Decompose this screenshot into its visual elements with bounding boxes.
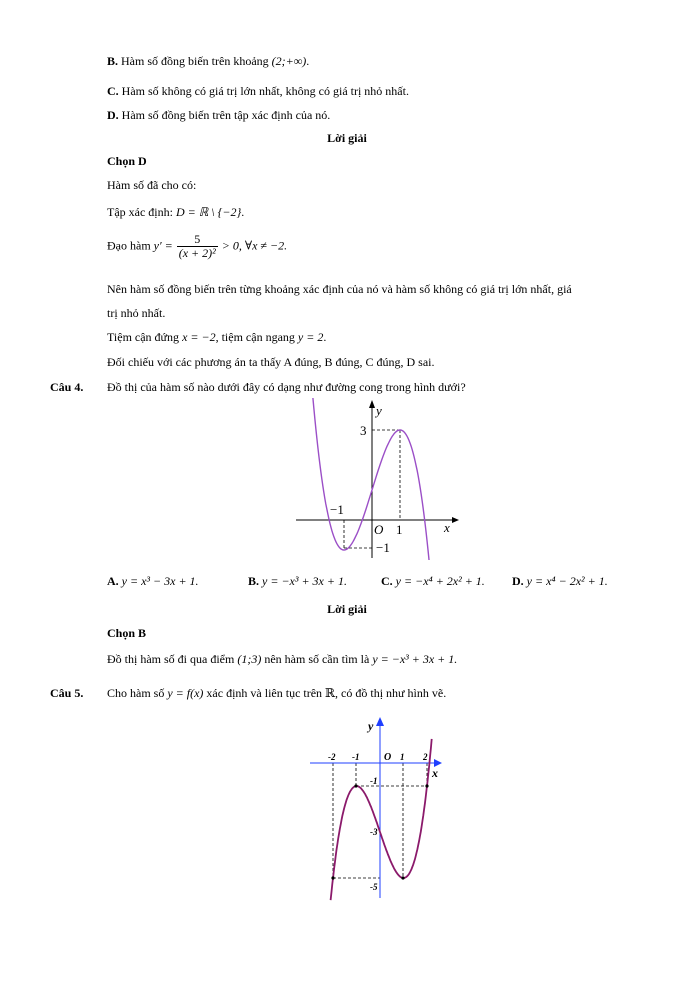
tick-2: 2 [423, 752, 428, 762]
tick-1: 1 [400, 752, 405, 762]
choice-3: Chọn D [107, 154, 147, 168]
question-4-text: Đồ thị của hàm số nào dưới đây có dạng như đường cong trong hình dưới? [107, 380, 466, 394]
origin-label: O [384, 752, 392, 763]
label-y-neg1: -1 [370, 776, 378, 786]
label-y-neg1: −1 [376, 540, 390, 555]
origin-label: O [374, 522, 384, 537]
question-5-text: Cho hàm số y = f(x) xác định và liên tục trên ℝ, có đồ thị như hình vẽ. [107, 686, 447, 700]
q4-option-c[interactable]: C. y = −x⁴ + 2x² + 1. [381, 574, 485, 588]
x-axis-arrow-icon [452, 517, 459, 523]
y-axis-label: y [376, 403, 382, 418]
y-axis-label: y [368, 719, 374, 733]
label-y3: 3 [360, 423, 367, 438]
sol4-text: Đồ thị hàm số đi qua điểm (1;3) nên hàm số cần tìm là y = −x³ + 3x + 1. [107, 652, 458, 666]
point-right [425, 784, 428, 787]
sol3-para1: Nên hàm số đồng biến trên từng khoảng xác định của nó và hàm số không có giá trị lớn nhất, giá [107, 282, 572, 296]
question-4-label: Câu 4. [50, 380, 84, 394]
label-x1: 1 [396, 522, 403, 537]
label-x-neg1: −1 [330, 502, 344, 517]
label-y-neg3: -3 [370, 827, 378, 837]
option-d: D. Hàm số đồng biến trên tập xác định của nó. [107, 108, 331, 122]
y-axis-arrow-icon [369, 400, 375, 408]
point-min [401, 876, 404, 879]
point-max [354, 784, 357, 787]
tick-neg1: -1 [352, 752, 360, 762]
sol3-intro: Hàm số đã cho có: [107, 178, 197, 192]
question-5-label: Câu 5. [50, 686, 84, 700]
label-y-neg5: -5 [370, 882, 378, 892]
q4-option-a[interactable]: A. y = x³ − 3x + 1. [107, 574, 199, 588]
x-axis-label: x [444, 520, 450, 535]
sol3-domain: Tập xác định: D = ℝ \ {−2}. [107, 205, 245, 219]
sol3-derivative: Đạo hàm y′ = $\frac{5}{\text{(x + 2)²}}$ > 0, ∀x ≠ −2. [107, 232, 288, 260]
choice-4: Chọn B [107, 626, 147, 640]
sol3-asymptotes: Tiệm cận đứng x = −2, tiệm cận ngang y = 2. [107, 330, 327, 344]
derivative-fraction: $\frac{5}{\text{(x + 2)²}}$ [178, 232, 216, 260]
question-4-graph [290, 398, 460, 560]
solution-title-3: Lời giải [327, 131, 367, 145]
q4-option-d[interactable]: D. y = x⁴ − 2x² + 1. [512, 574, 608, 588]
option-c: C. Hàm số không có giá trị lớn nhất, không có giá trị nhỏ nhất. [107, 84, 409, 98]
tick-neg2: -2 [328, 752, 336, 762]
sol3-para1b: trị nhỏ nhất. [107, 306, 166, 320]
point-left [331, 876, 334, 879]
solution-title-4: Lời giải [327, 602, 367, 616]
question-5-graph [300, 712, 450, 904]
option-b: B. Hàm số đồng biến trên khoảng (2;+∞). [107, 54, 310, 68]
y-axis-arrow-icon [376, 717, 384, 726]
q4-option-b[interactable]: B. y = −x³ + 3x + 1. [248, 574, 347, 588]
sol3-compare: Đối chiếu với các phương án ta thấy A đúng, B đúng, C đúng, D sai. [107, 355, 435, 369]
x-axis-label: x [432, 766, 438, 780]
